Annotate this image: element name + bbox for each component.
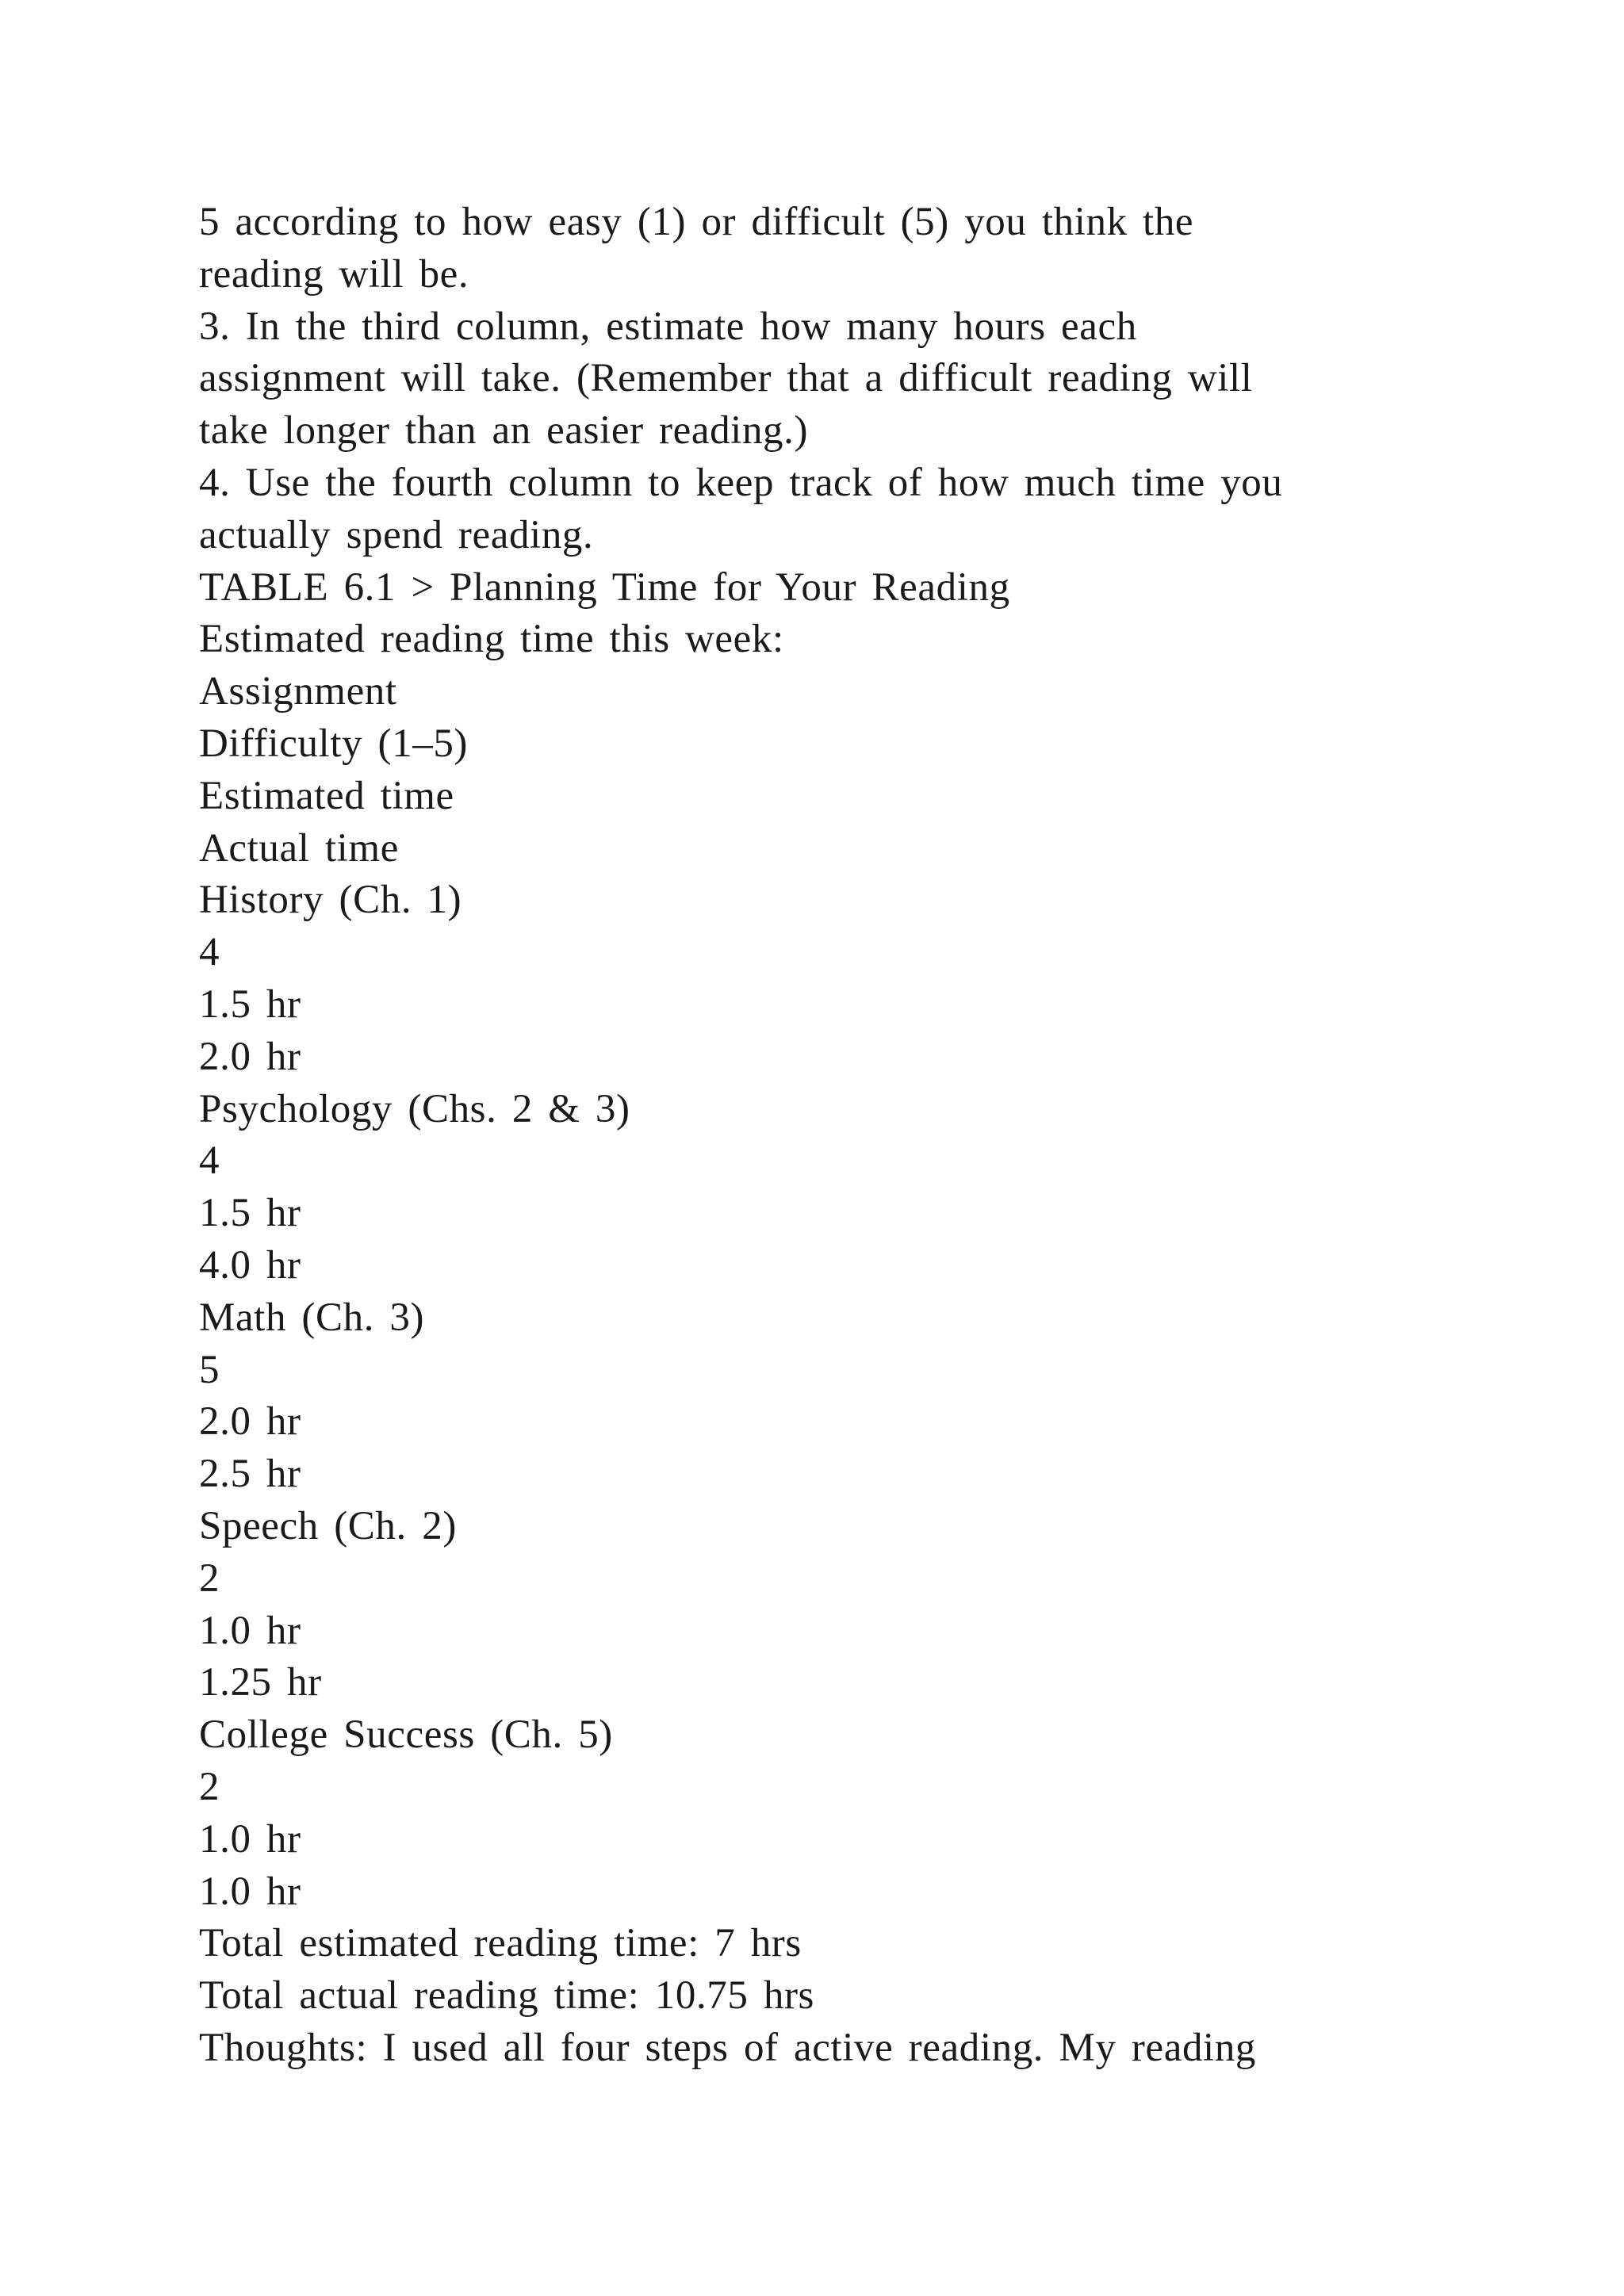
row-history-difficulty: 4 [199,930,220,975]
instruction-step-3-cont: assignment will take. (Remember that a difficult reading will [199,356,1253,401]
row-speech-actual: 1.25 hr [199,1660,322,1705]
row-speech-assignment: Speech (Ch. 2) [199,1503,457,1548]
row-college-success-assignment: College Success (Ch. 5) [199,1712,613,1758]
row-history-actual: 2.0 hr [199,1034,301,1079]
column-header-actual-time: Actual time [199,825,399,871]
row-speech-difficulty: 2 [199,1556,220,1601]
instruction-step-4: 4. Use the fourth column to keep track of how much time you [199,460,1283,505]
row-psychology-assignment: Psychology (Chs. 2 & 3) [199,1086,630,1131]
row-psychology-actual: 4.0 hr [199,1242,301,1288]
instruction-line-rating: 5 according to how easy (1) or difficult (5) you think the [199,200,1194,244]
row-psychology-difficulty: 4 [199,1138,220,1184]
column-header-assignment: Assignment [199,669,397,714]
row-college-success-difficulty: 2 [199,1764,220,1809]
row-college-success-actual: 1.0 hr [199,1869,301,1914]
column-header-difficulty: Difficulty (1–5) [199,721,469,766]
table-title: TABLE 6.1 > Planning Time for Your Reading [199,564,1010,610]
row-history-assignment: History (Ch. 1) [199,878,462,923]
instruction-step-4-end: actually spend reading. [199,512,594,557]
row-history-estimated: 1.5 hr [199,982,301,1027]
row-math-estimated: 2.0 hr [199,1399,301,1445]
total-estimated-time: Total estimated reading time: 7 hrs [199,1921,802,1966]
column-header-estimated-time: Estimated time [199,773,454,818]
document-text-block [199,197,1436,2075]
row-math-actual: 2.5 hr [199,1452,301,1497]
instruction-step-3-end: take longer than an easier reading.) [199,408,809,453]
table-subtitle: Estimated reading time this week: [199,617,784,662]
row-math-difficulty: 5 [199,1347,220,1392]
row-college-success-estimated: 1.0 hr [199,1816,301,1862]
instruction-line-rating-end: reading will be. [199,251,469,297]
row-math-assignment: Math (Ch. 3) [199,1295,425,1340]
total-actual-time: Total actual reading time: 10.75 hrs [199,1973,814,2019]
instruction-step-3: 3. In the third column, estimate how many hours each [199,304,1137,349]
thoughts-line: Thoughts: I used all four steps of active reading. My reading [199,2025,1257,2070]
row-psychology-estimated: 1.5 hr [199,1191,301,1236]
row-speech-estimated: 1.0 hr [199,1608,301,1653]
